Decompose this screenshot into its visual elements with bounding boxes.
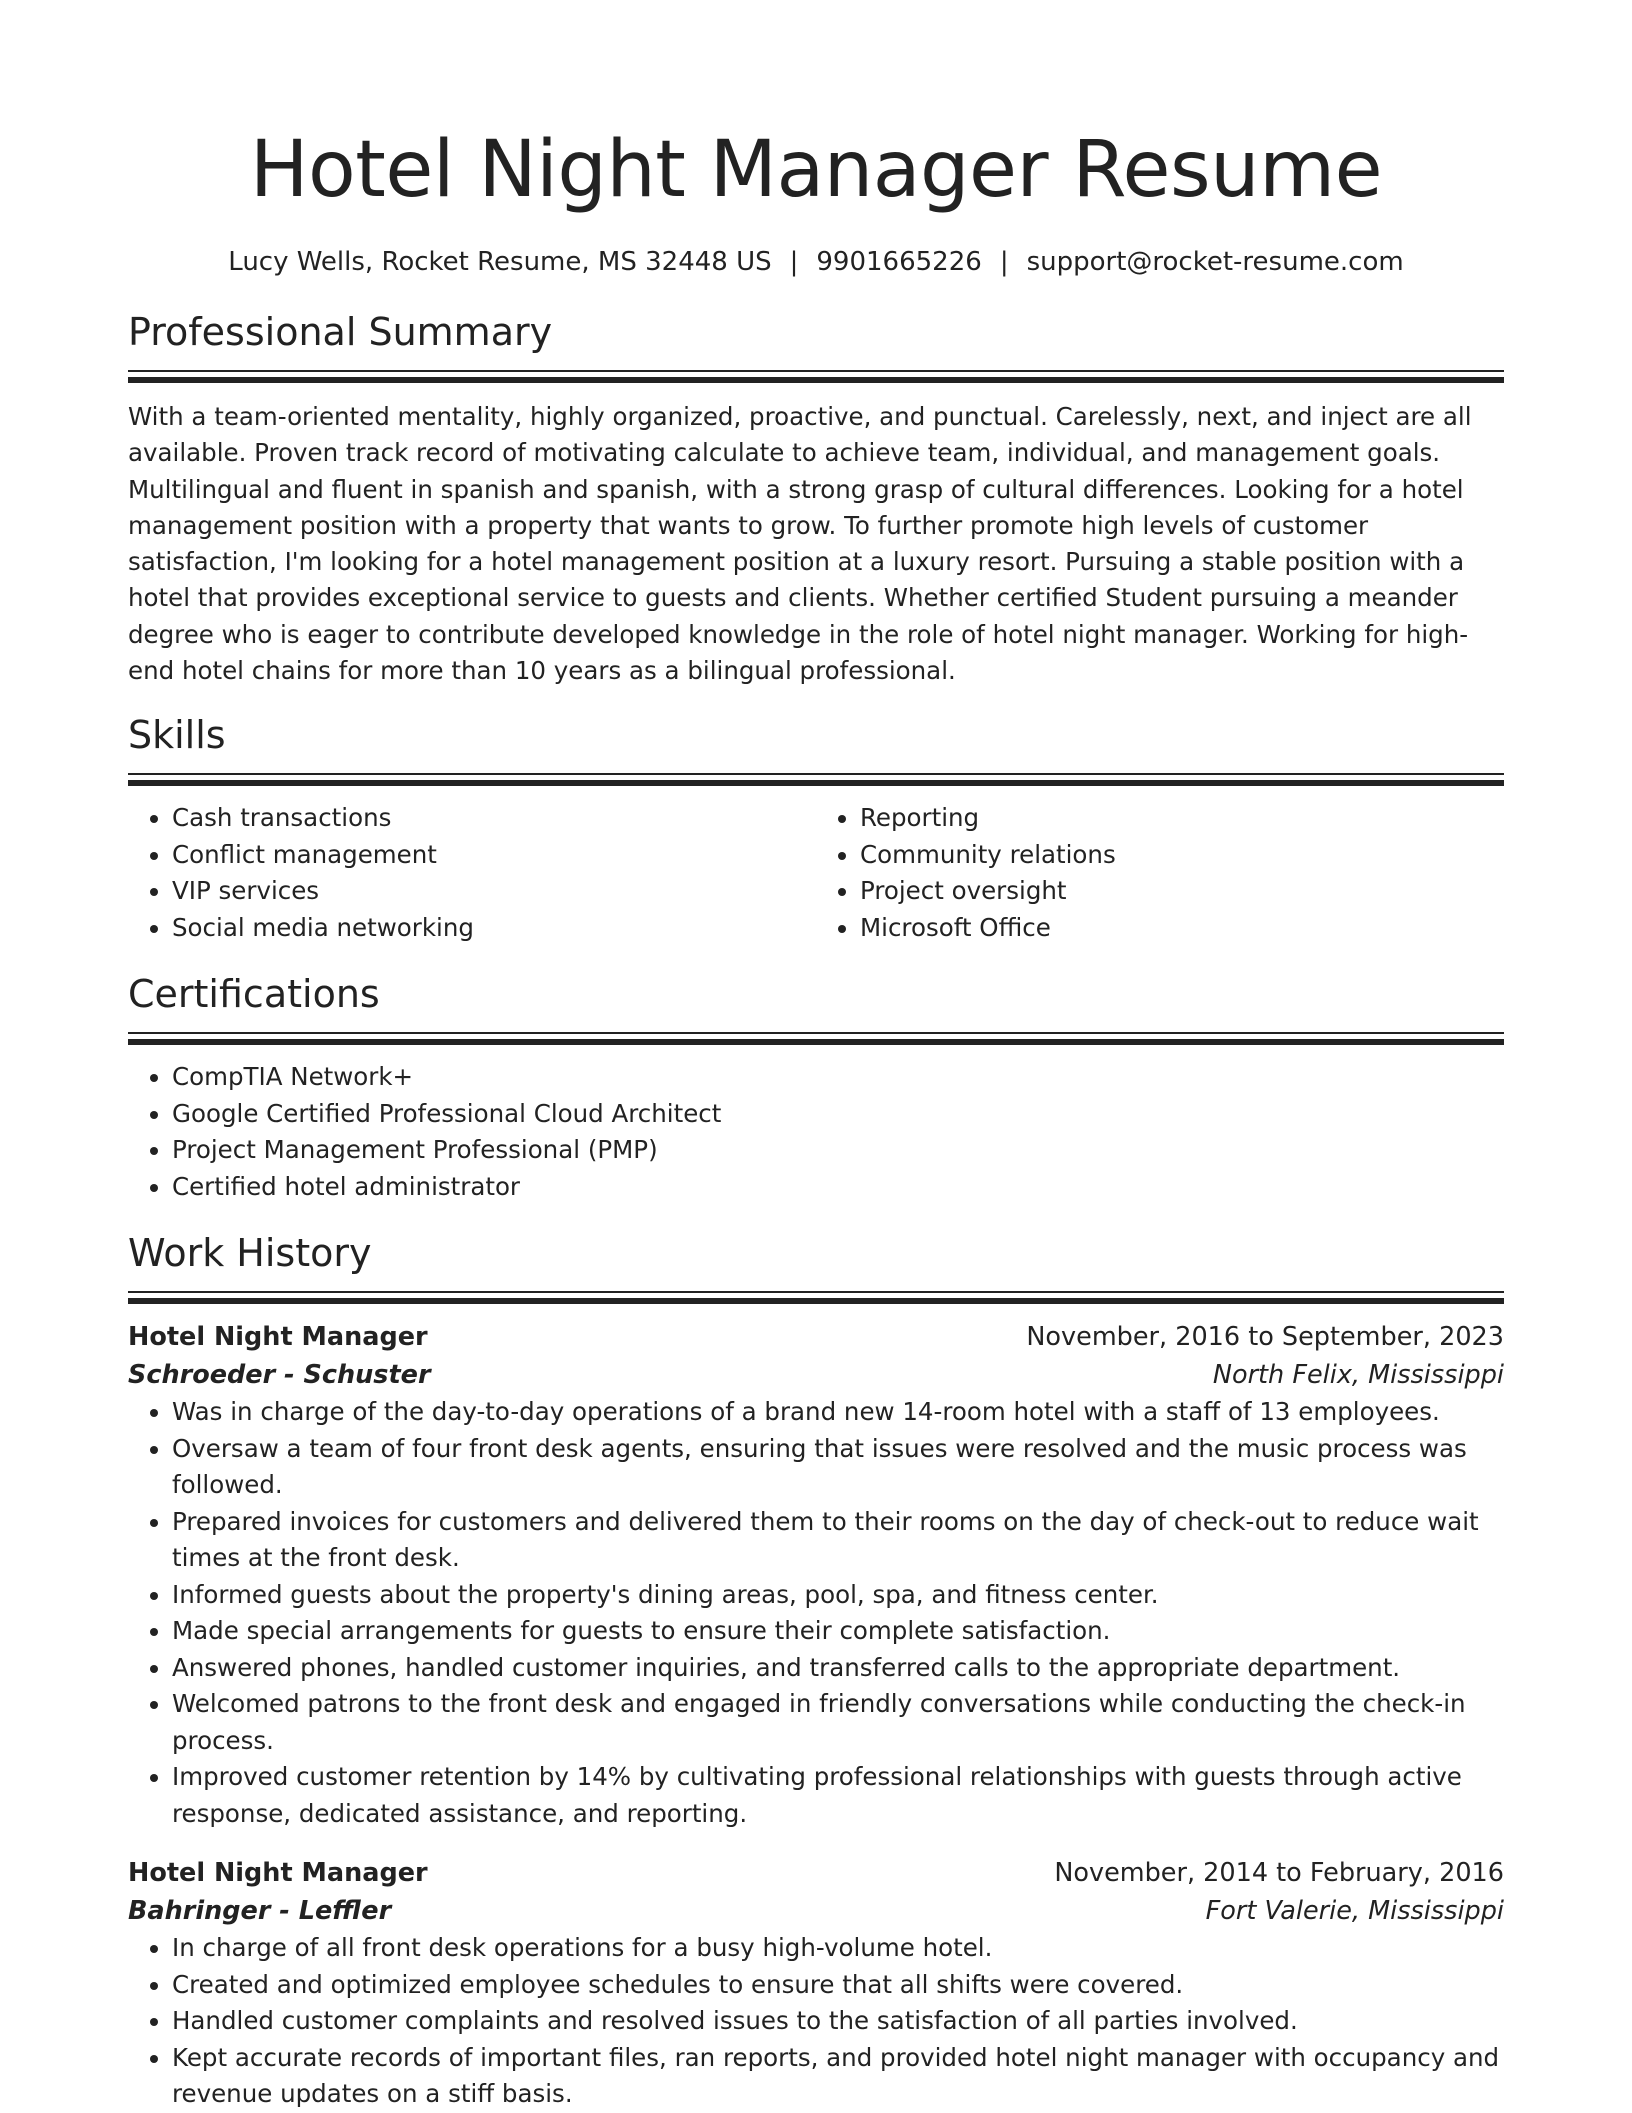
certification-item: • Google Certified Professional Cloud Architect xyxy=(172,1096,1504,1133)
certification-item: • Certified hotel administrator xyxy=(172,1169,1504,1206)
summary-heading: Professional Summary xyxy=(128,310,553,354)
skill-item: • Reporting xyxy=(860,800,1504,837)
job-title: Hotel Night Manager xyxy=(128,1858,428,1889)
job-duty: • Created and optimized employee schedules to ensure that all shifts were covered. xyxy=(172,1967,1504,2004)
skill-item: • Social media networking xyxy=(172,910,816,947)
skill-item: • Cash transactions xyxy=(172,800,816,837)
section-divider xyxy=(128,370,1504,383)
page-title: Hotel Night Manager Resume xyxy=(249,125,1383,215)
skills-list-right xyxy=(816,800,1504,946)
skill-item: • Microsoft Office xyxy=(860,910,1504,947)
job-title: Hotel Night Manager xyxy=(128,1322,428,1353)
certification-item: • Project Management Professional (PMP) xyxy=(172,1132,1504,1169)
skills-section xyxy=(128,709,1504,946)
summary-section xyxy=(128,306,1504,689)
section-divider xyxy=(128,1032,1504,1045)
job-duty: • Welcomed patrons to the front desk and engaged in friendly conversations while conducting the check-in process. xyxy=(172,1686,1504,1759)
job-entry xyxy=(128,1854,1504,2113)
certification-item: • CompTIA Network+ xyxy=(172,1059,1504,1096)
certifications-heading: Certifications xyxy=(128,972,380,1017)
job-duty: • Was in charge of the day-to-day operations of a brand new 14-room hotel with a staff of 13 employees. xyxy=(172,1394,1504,1431)
contact-line xyxy=(128,242,1504,282)
job-duties-list xyxy=(128,1930,1504,2113)
certifications-section xyxy=(128,968,1504,1205)
job-dates: November, 2014 to February, 2016 xyxy=(1054,1858,1504,1889)
job-duty: • Improved customer retention by 14% by cultivating professional relationships with guests through active response, dedicated assistance, and reporting. xyxy=(172,1759,1504,1832)
job-company-row xyxy=(128,1356,1504,1394)
job-title-row xyxy=(128,1854,1504,1892)
contact-separator: | xyxy=(999,247,1009,277)
job-company: Bahringer - Leffler xyxy=(128,1896,392,1927)
section-divider xyxy=(128,773,1504,786)
section-divider xyxy=(128,1291,1504,1304)
job-duty: • Handled customer complaints and resolved issues to the satisfaction of all parties involved. xyxy=(172,2003,1504,2040)
contact-email[interactable]: support@rocket-resume.com xyxy=(1026,247,1404,277)
contact-phone: 9901665226 xyxy=(816,247,982,277)
job-duty: • Informed guests about the property's dining areas, pool, spa, and fitness center. xyxy=(172,1577,1504,1614)
contact-separator: | xyxy=(789,247,799,277)
contact-address: Lucy Wells, Rocket Resume, MS 32448 US xyxy=(228,247,772,277)
job-location: North Felix, Mississippi xyxy=(1212,1360,1504,1391)
job-duty: • Prepared invoices for customers and delivered them to their rooms on the day of check-out to reduce wait times at the front desk. xyxy=(172,1504,1504,1577)
job-duty: • Answered phones, handled customer inquiries, and transferred calls to the appropriate department. xyxy=(172,1650,1504,1687)
job-duties-list xyxy=(128,1394,1504,1832)
skills-list-left xyxy=(128,800,816,946)
job-title-row xyxy=(128,1318,1504,1356)
certifications-list xyxy=(128,1059,1504,1205)
work-history-section xyxy=(128,1227,1504,2113)
skills-heading: Skills xyxy=(128,713,226,758)
job-entry xyxy=(128,1318,1504,1832)
job-company-row xyxy=(128,1892,1504,1930)
skill-item: • Community relations xyxy=(860,837,1504,874)
work-history-heading: Work History xyxy=(128,1231,372,1276)
skill-item: • Conflict management xyxy=(172,837,816,874)
job-company: Schroeder - Schuster xyxy=(128,1360,431,1391)
job-duty: • In charge of all front desk operations for a busy high-volume hotel. xyxy=(172,1930,1504,1967)
job-duty: • Kept accurate records of important files, ran reports, and provided hotel night manager with occupancy and revenue updates on a stiff basis. xyxy=(172,2040,1504,2113)
job-dates: November, 2016 to September, 2023 xyxy=(1026,1322,1504,1353)
job-location: Fort Valerie, Mississippi xyxy=(1205,1896,1504,1927)
job-duty: • Oversaw a team of four front desk agents, ensuring that issues were resolved and the music process was followed. xyxy=(172,1431,1504,1504)
skill-item: • VIP services xyxy=(172,873,816,910)
summary-text: With a team-oriented mentality, highly organized, proactive, and punctual. Carelessly, next, and inject are all available. Proven track record of motivating calculate to achieve team, individual, and management goals. Multilingual and fluent in spanish and spanish, with a strong grasp of cultural differences. Looking for a hotel management position with a property that wants to grow. To further promote high levels of customer satisfaction, I'm looking for a hotel management position at a luxury resort. Pursuing a stable position with a hotel that provides exceptional service to guests and clients. Whether certified Student pursuing a meander degree who is eager to contribute developed knowledge in the role of hotel night manager. Working for high-end hotel chains for more than 10 years as a bilingual professional. xyxy=(128,402,1472,686)
skills-grid xyxy=(128,800,1504,946)
skill-item: • Project oversight xyxy=(860,873,1504,910)
job-duty: • Made special arrangements for guests to ensure their complete satisfaction. xyxy=(172,1613,1504,1650)
